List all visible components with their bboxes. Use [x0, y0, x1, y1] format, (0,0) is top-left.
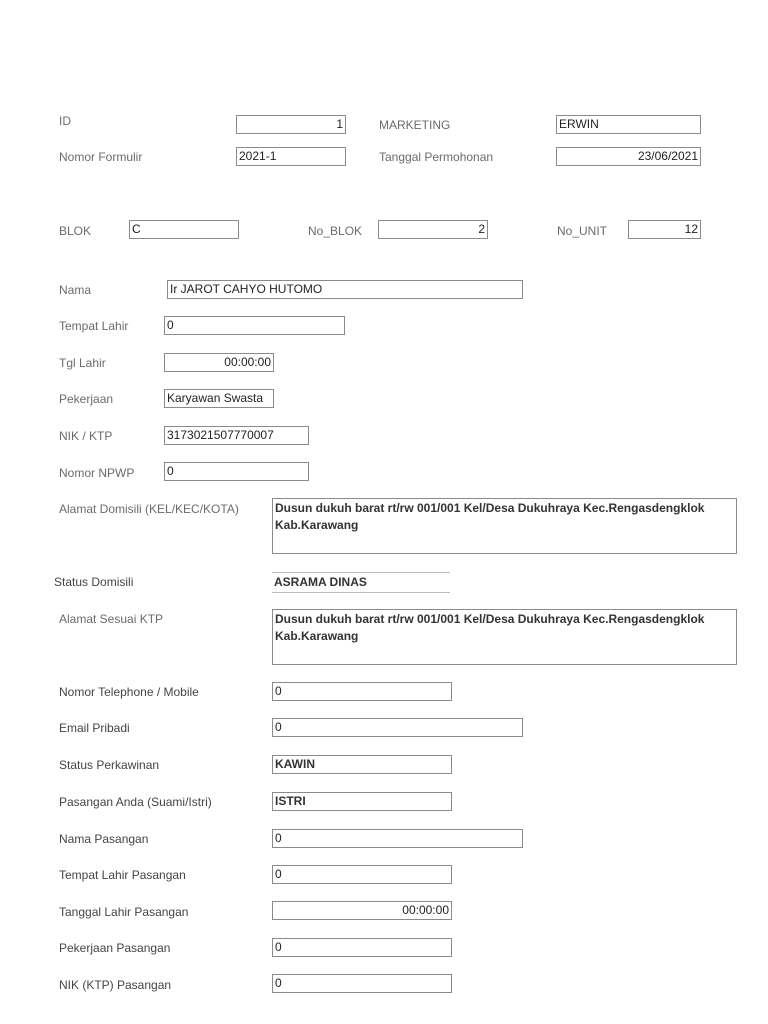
email-field[interactable]: 0 [272, 718, 523, 737]
blok-field[interactable]: C [129, 220, 239, 239]
marketing-label: MARKETING [379, 118, 451, 132]
phone-field[interactable]: 0 [272, 682, 452, 701]
formulir-label: Nomor Formulir [59, 150, 143, 164]
id-label: ID [59, 114, 71, 128]
nik-pasangan-field[interactable]: 0 [272, 974, 452, 993]
tempat-lahir-pasangan-field[interactable]: 0 [272, 865, 452, 884]
nik-field[interactable]: 3173021507770007 [164, 426, 309, 445]
tempat-lahir-label: Tempat Lahir [59, 319, 129, 333]
tanggal-permohonan-label: Tanggal Permohonan [379, 150, 494, 164]
pasangan-label: Pasangan Anda (Suami/Istri) [59, 795, 212, 809]
no-unit-label: No_UNIT [557, 224, 608, 238]
email-label: Email Pribadi [59, 721, 130, 735]
marketing-field[interactable]: ERWIN [556, 115, 701, 134]
tempat-lahir-field[interactable]: 0 [164, 316, 345, 335]
pekerjaan-pasangan-label: Pekerjaan Pasangan [59, 941, 171, 955]
pasangan-field[interactable]: ISTRI [272, 792, 452, 811]
tempat-lahir-pasangan-label: Tempat Lahir Pasangan [59, 868, 186, 882]
alamat-ktp-field[interactable]: Dusun dukuh barat rt/rw 001/001 Kel/Desa Dukuhraya Kec.Rengasdengklok Kab.Karawang [272, 609, 737, 665]
id-field[interactable]: 1 [236, 115, 346, 134]
nik-pasangan-label: NIK (KTP) Pasangan [59, 978, 172, 992]
nama-field[interactable]: Ir JAROT CAHYO HUTOMO [167, 280, 523, 299]
tgl-lahir-pasangan-label: Tanggal Lahir Pasangan [59, 905, 189, 919]
no-blok-label: No_BLOK [308, 224, 363, 238]
alamat-ktp-label: Alamat Sesuai KTP [59, 612, 164, 626]
nama-pasangan-field[interactable]: 0 [272, 829, 523, 848]
phone-label: Nomor Telephone / Mobile [59, 685, 199, 699]
formulir-field[interactable]: 2021-1 [236, 147, 346, 166]
nama-pasangan-label: Nama Pasangan [59, 832, 149, 846]
tgl-lahir-label: Tgl Lahir [59, 356, 106, 370]
alamat-domisili-label: Alamat Domisili (KEL/KEC/KOTA) [59, 502, 239, 516]
status-domisili-label: Status Domisili [54, 575, 134, 589]
pekerjaan-pasangan-field[interactable]: 0 [272, 938, 452, 957]
no-blok-field[interactable]: 2 [378, 220, 488, 239]
tgl-lahir-field[interactable]: 00:00:00 [164, 353, 274, 372]
pekerjaan-field[interactable]: Karyawan Swasta [164, 389, 274, 408]
npwp-field[interactable]: 0 [164, 462, 309, 481]
tanggal-permohonan-field[interactable]: 23/06/2021 [556, 147, 701, 166]
pekerjaan-label: Pekerjaan [59, 392, 114, 406]
blok-label: BLOK [59, 224, 92, 238]
tgl-lahir-pasangan-field[interactable]: 00:00:00 [272, 901, 452, 920]
no-unit-field[interactable]: 12 [628, 220, 701, 239]
npwp-label: Nomor NPWP [59, 466, 135, 480]
alamat-domisili-field[interactable]: Dusun dukuh barat rt/rw 001/001 Kel/Desa Dukuhraya Kec.Rengasdengklok Kab.Karawang [272, 498, 737, 554]
nama-label: Nama [59, 283, 92, 297]
nik-label: NIK / KTP [59, 429, 113, 443]
status-domisili-field[interactable]: ASRAMA DINAS [272, 572, 450, 593]
perkawinan-label: Status Perkawinan [59, 758, 160, 772]
perkawinan-field[interactable]: KAWIN [272, 755, 452, 774]
